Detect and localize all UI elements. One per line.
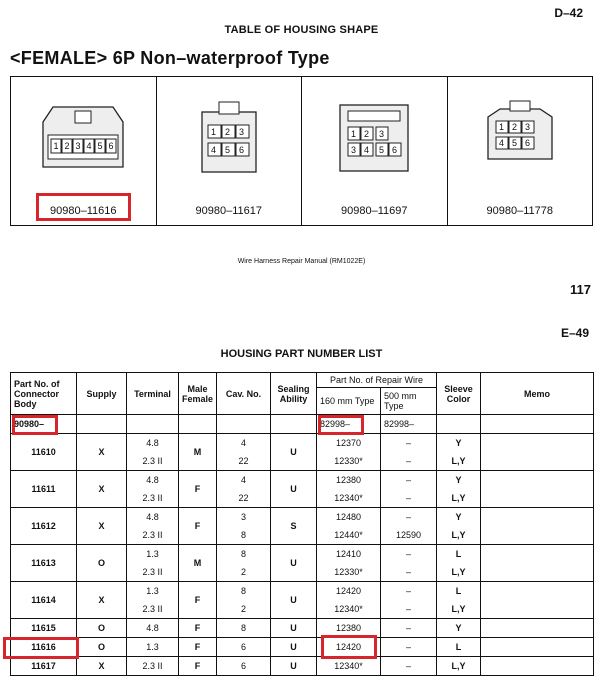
- highlight-box-prefix: [12, 415, 58, 435]
- header-supply: Supply: [77, 373, 127, 415]
- connector-part-number-4: 90980–11778: [486, 205, 553, 217]
- part-number-list-title: HOUSING PART NUMBER LIST: [220, 348, 383, 360]
- cell-memo: [481, 434, 594, 471]
- cell-seal: U: [290, 484, 297, 494]
- cell-sleeve: L,Y: [451, 604, 466, 614]
- cell-terminal: 2.3 II: [142, 456, 163, 466]
- highlight-box-12420: [321, 635, 377, 659]
- connector-cell-1: [11, 77, 157, 225]
- cell-w500: –: [405, 549, 411, 559]
- cell-part: 11616: [31, 642, 56, 652]
- cell-cav: 2: [240, 604, 246, 614]
- cell-part: 11610: [31, 447, 56, 457]
- cell-terminal: 1.3: [146, 549, 159, 559]
- header-repair-wire: Part No. of Repair Wire: [317, 373, 437, 388]
- cell-w160: 12330*: [334, 567, 363, 577]
- cell-memo: [481, 657, 594, 676]
- cell-part: 11617: [31, 661, 56, 671]
- cell-sleeve: L,Y: [451, 661, 466, 671]
- header-male-female: Male Female: [179, 373, 217, 415]
- cell-w160: 12330*: [334, 456, 363, 466]
- header-terminal: Terminal: [127, 373, 179, 415]
- connector-11616-drawing: [33, 97, 133, 177]
- cell-cav: 3: [240, 512, 246, 522]
- cell-supply: X: [98, 661, 105, 671]
- connector-11778-drawing: [480, 97, 560, 177]
- cell-sleeve: L: [455, 549, 462, 559]
- cell-terminal: 4.8: [146, 623, 159, 633]
- svg-text:4: 4: [86, 141, 92, 151]
- header-part-no: Part No. of Connector Body: [11, 373, 77, 415]
- prefix-part: 90980–: [14, 419, 45, 429]
- svg-text:2: 2: [224, 127, 230, 137]
- svg-text:3: 3: [75, 141, 81, 151]
- table-row: [11, 638, 594, 657]
- svg-text:3: 3: [524, 122, 530, 132]
- connector-cell-2: [157, 77, 303, 225]
- connector-11697-drawing: [334, 97, 414, 177]
- cell-w500: –: [405, 438, 411, 448]
- cell-w160: 12480: [335, 512, 362, 522]
- cell-cav: 8: [240, 530, 246, 540]
- cell-seal: U: [290, 642, 297, 652]
- cell-mf: F: [194, 484, 201, 494]
- svg-text:5: 5: [511, 138, 517, 148]
- header-500mm: 500 mm Type: [381, 388, 437, 415]
- svg-text:2: 2: [511, 122, 517, 132]
- cell-mf: F: [194, 595, 201, 605]
- connector-cell-3: [302, 77, 448, 225]
- connector-panel-grid: [10, 76, 593, 226]
- connector-part-number-2: 90980–11617: [195, 205, 262, 217]
- cell-sleeve: L,Y: [451, 493, 466, 503]
- prefix-row: [11, 415, 594, 434]
- housing-shape-title: TABLE OF HOUSING SHAPE: [224, 24, 379, 36]
- page-number: 117: [570, 282, 591, 297]
- cell-w500: –: [405, 493, 411, 503]
- cell-memo: [481, 638, 594, 657]
- cell-terminal: 1.3: [146, 642, 159, 652]
- cell-w500: –: [405, 604, 411, 614]
- cell-w500: –: [405, 623, 411, 633]
- cell-sleeve: Y: [455, 438, 462, 448]
- cell-supply: O: [97, 623, 105, 633]
- cell-supply: X: [98, 447, 105, 457]
- cell-terminal: 2.3 II: [142, 661, 163, 671]
- cell-w500: –: [405, 586, 411, 596]
- svg-text:4: 4: [364, 145, 370, 155]
- cell-cav: 6: [240, 642, 246, 652]
- cell-part: 11615: [31, 623, 56, 633]
- highlight-box-82998: [318, 415, 364, 435]
- cell-cav: 4: [240, 438, 246, 448]
- table-row: [11, 619, 594, 638]
- cell-terminal: 4.8: [146, 438, 159, 448]
- cell-sleeve: Y: [455, 512, 462, 522]
- cell-seal: U: [290, 661, 297, 671]
- prefix-160mm: 82998–: [320, 419, 351, 429]
- cell-w160: 12420: [335, 642, 362, 652]
- cell-w160: 12440*: [334, 530, 363, 540]
- svg-text:4: 4: [210, 145, 216, 155]
- page-ref-d42: D–42: [554, 6, 583, 20]
- cell-cav: 8: [240, 549, 246, 559]
- cell-terminal: 4.8: [146, 475, 159, 485]
- cell-w160: 12340*: [334, 661, 363, 671]
- cell-w160: 12380: [335, 623, 362, 633]
- svg-text:4: 4: [498, 138, 504, 148]
- cell-memo: [481, 582, 594, 619]
- table-row: [11, 582, 594, 619]
- cell-w500: –: [405, 456, 411, 466]
- cell-memo: [481, 471, 594, 508]
- header-sleeve: Sleeve Color: [437, 373, 481, 415]
- cell-sleeve: L,Y: [451, 456, 466, 466]
- header-sealing: Sealing Ability: [271, 373, 317, 415]
- cell-sleeve: Y: [455, 475, 462, 485]
- cell-mf: M: [193, 558, 202, 568]
- manual-footer-note: Wire Harness Repair Manual (RM1022E): [237, 258, 366, 265]
- svg-text:2: 2: [364, 129, 370, 139]
- cell-seal: U: [290, 558, 297, 568]
- cell-part: 11614: [31, 595, 56, 605]
- connector-cell-4: [448, 77, 593, 225]
- table-row: [11, 508, 594, 545]
- cell-sleeve: L,Y: [451, 530, 466, 540]
- cell-w160: 12380: [335, 475, 362, 485]
- cell-w160: 12370: [335, 438, 362, 448]
- cell-mf: F: [194, 661, 201, 671]
- svg-text:5: 5: [379, 145, 385, 155]
- cell-cav: 22: [238, 456, 249, 466]
- svg-text:3: 3: [238, 127, 244, 137]
- cell-w500: –: [405, 642, 411, 652]
- cell-mf: F: [194, 642, 201, 652]
- cell-terminal: 2.3 II: [142, 530, 163, 540]
- cell-memo: [481, 619, 594, 638]
- cell-sleeve: L: [455, 642, 462, 652]
- cell-w160: 12410: [335, 549, 362, 559]
- cell-supply: X: [98, 595, 105, 605]
- cell-supply: O: [97, 642, 105, 652]
- header-cav-no: Cav. No.: [217, 373, 271, 415]
- cell-w500: –: [405, 475, 411, 485]
- prefix-500mm: 82998–: [384, 419, 415, 429]
- svg-text:6: 6: [392, 145, 398, 155]
- cell-terminal: 2.3 II: [142, 567, 163, 577]
- cell-part: 11613: [31, 558, 56, 568]
- svg-text:6: 6: [524, 138, 530, 148]
- cell-seal: U: [290, 623, 297, 633]
- cell-cav: 4: [240, 475, 246, 485]
- cell-cav: 8: [240, 623, 246, 633]
- cell-w500: 12590: [395, 530, 422, 540]
- cell-supply: X: [98, 521, 105, 531]
- cell-cav: 6: [240, 661, 246, 671]
- table-row: [11, 657, 594, 676]
- cell-cav: 2: [240, 567, 246, 577]
- cell-mf: F: [194, 521, 201, 531]
- svg-text:6: 6: [238, 145, 244, 155]
- connector-part-number-1: 90980–11616: [50, 205, 117, 217]
- svg-text:1: 1: [351, 129, 357, 139]
- cell-terminal: 2.3 II: [142, 493, 163, 503]
- cell-w500: –: [405, 661, 411, 671]
- housing-part-number-table: [10, 372, 594, 676]
- cell-w160: 12420: [335, 586, 362, 596]
- header-memo: Memo: [481, 373, 594, 415]
- cell-part: 11611: [31, 484, 56, 494]
- table-row: [11, 434, 594, 471]
- cell-w500: –: [405, 512, 411, 522]
- svg-text:5: 5: [97, 141, 103, 151]
- header-160mm: 160 mm Type: [317, 388, 381, 415]
- cell-cav: 22: [238, 493, 249, 503]
- cell-w160: 12340*: [334, 604, 363, 614]
- connector-type-heading: <FEMALE> 6P Non–waterproof Type: [10, 48, 330, 68]
- svg-text:5: 5: [224, 145, 230, 155]
- cell-seal: S: [290, 521, 297, 531]
- cell-sleeve: Y: [455, 623, 462, 633]
- cell-seal: U: [290, 447, 297, 457]
- cell-terminal: 2.3 II: [142, 604, 163, 614]
- cell-supply: X: [98, 484, 105, 494]
- page-ref-e49: E–49: [560, 326, 589, 340]
- cell-w500: –: [405, 567, 411, 577]
- cell-mf: F: [194, 623, 201, 633]
- cell-part: 11612: [31, 521, 56, 531]
- svg-text:1: 1: [498, 122, 504, 132]
- table-row: [11, 545, 594, 582]
- cell-memo: [481, 545, 594, 582]
- svg-text:6: 6: [108, 141, 114, 151]
- connector-part-number-3: 90980–11697: [341, 205, 408, 217]
- cell-cav: 8: [240, 586, 246, 596]
- cell-seal: U: [290, 595, 297, 605]
- cell-terminal: 1.3: [146, 586, 159, 596]
- cell-memo: [481, 508, 594, 545]
- svg-text:3: 3: [351, 145, 357, 155]
- table-body: [11, 415, 594, 676]
- cell-sleeve: L: [455, 586, 462, 596]
- cell-mf: M: [193, 447, 202, 457]
- connector-11617-drawing: [194, 97, 264, 177]
- cell-terminal: 4.8: [146, 512, 159, 522]
- svg-text:1: 1: [53, 141, 59, 151]
- svg-text:2: 2: [64, 141, 70, 151]
- svg-text:3: 3: [379, 129, 385, 139]
- cell-supply: O: [97, 558, 105, 568]
- cell-sleeve: L,Y: [451, 567, 466, 577]
- highlight-box-row-11616: [3, 637, 79, 659]
- svg-text:1: 1: [210, 127, 216, 137]
- table-row: [11, 471, 594, 508]
- cell-w160: 12340*: [334, 493, 363, 503]
